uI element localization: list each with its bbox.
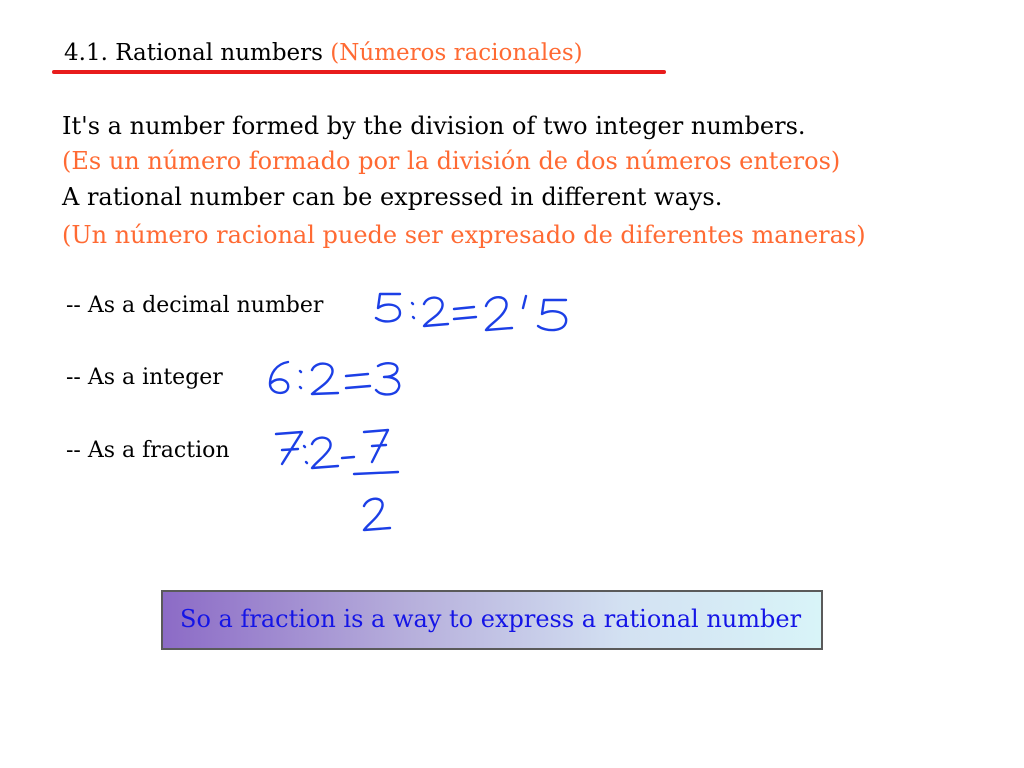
fraction-label: -- As a fraction <box>66 438 230 463</box>
title-english: 4.1. Rational numbers <box>64 40 331 66</box>
expression-spanish: (Un número racional puede ser expresado de diferentes maneras) <box>62 221 866 249</box>
integer-handwritten-equation <box>262 356 432 406</box>
definition-spanish: (Es un número formado por la división de dos números enteros) <box>62 147 841 175</box>
decimal-label: -- As a decimal number <box>66 293 324 318</box>
title-underline <box>52 70 666 74</box>
decimal-handwritten-equation <box>370 286 590 346</box>
summary-box <box>161 590 823 650</box>
slide-title <box>64 40 583 66</box>
summary-text: So a fraction is a way to express a rational number <box>180 605 802 633</box>
expression-english: A rational number can be expressed in different ways. <box>62 183 723 211</box>
definition-english: It's a number formed by the division of two integer numbers. <box>62 112 806 140</box>
title-spanish: (Números racionales) <box>330 40 583 66</box>
integer-label: -- As a integer <box>66 365 223 390</box>
fraction-handwritten-equation <box>268 424 418 536</box>
